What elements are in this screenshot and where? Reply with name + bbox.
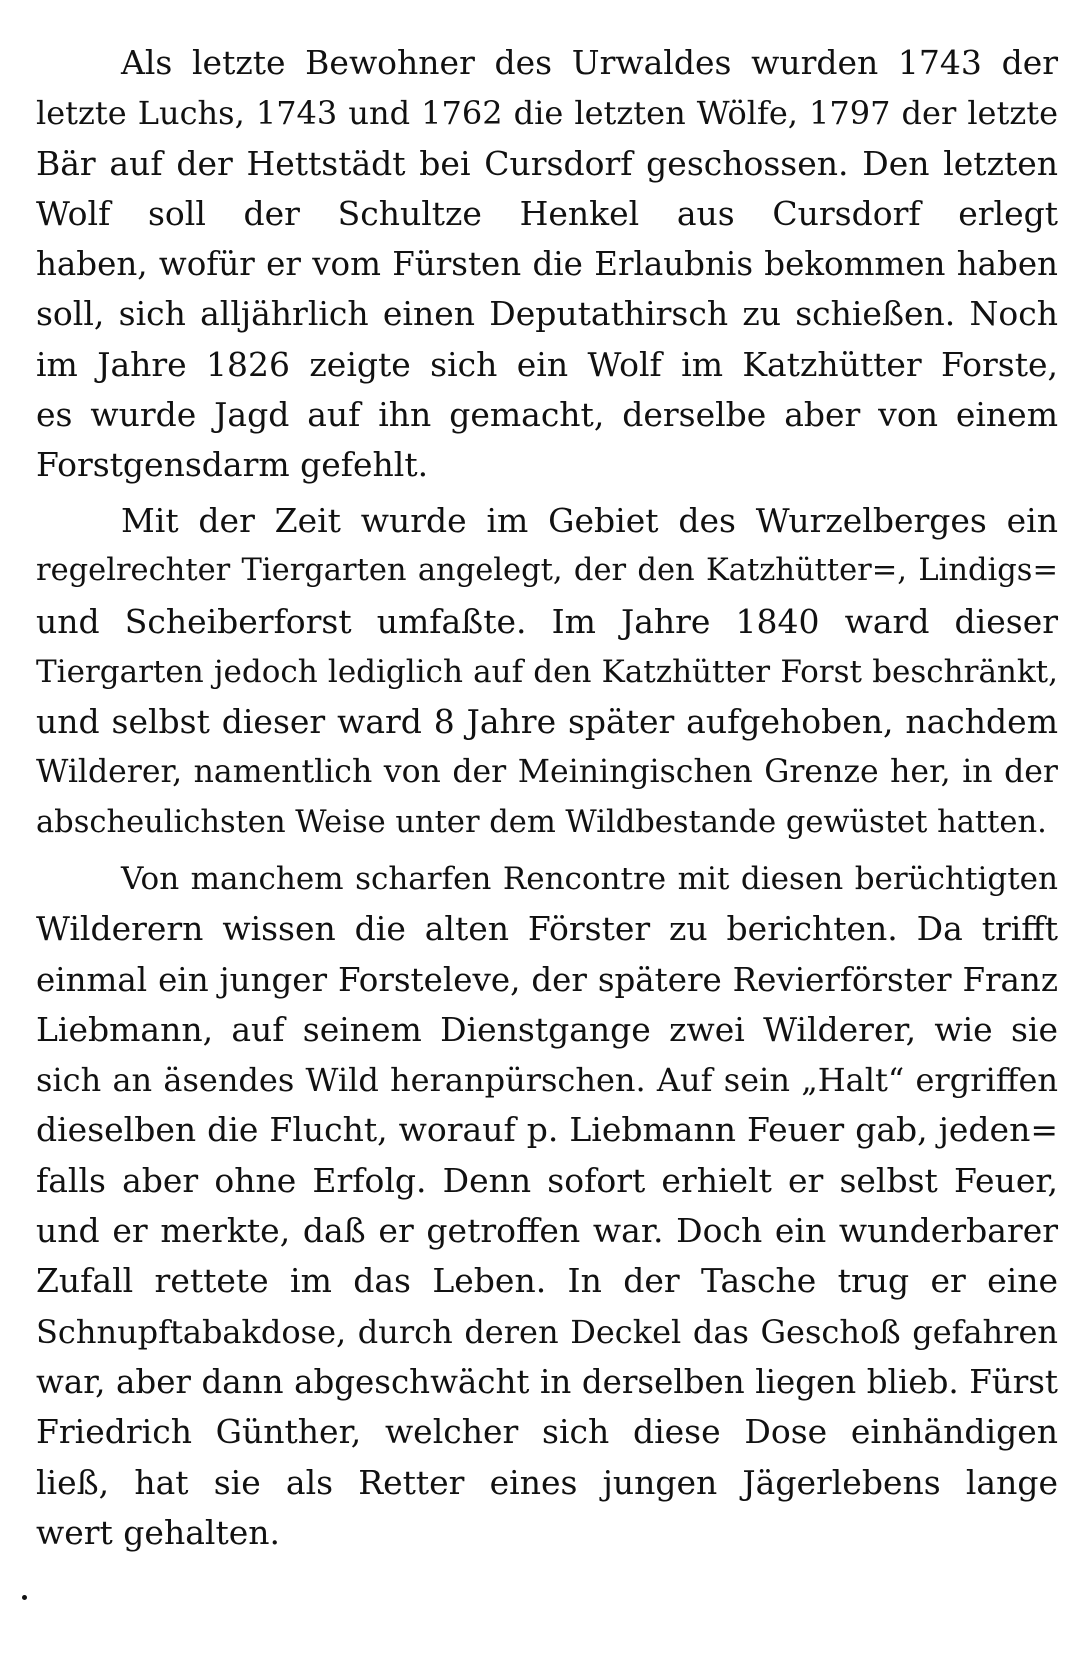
text-line: und selbst dieser ward 8 Jahre später aufgehoben, nachdem (36, 702, 1058, 742)
text-line: einmal ein junger Forsteleve, der spätere Revierförster Franz (36, 960, 1058, 999)
text-line: Forstgensdarm gefehlt. (36, 445, 429, 485)
text-line: wert gehalten. (36, 1512, 280, 1552)
text-line: dieselben die Flucht, worauf p. Liebmann Feuer gab, jeden= (36, 1110, 1058, 1150)
text-line: ließ, hat sie als Retter eines jungen Jägerlebens lange (36, 1462, 1058, 1502)
text-line: letzte Luchs, 1743 und 1762 die letzten Wölfe, 1797 der letzte (36, 94, 1058, 133)
paragraph-1 (36, 38, 1058, 491)
paragraph-2 (36, 496, 1058, 848)
text-line: und er merkte, daß er getroffen war. Doch ein wunderbarer (36, 1211, 1058, 1251)
text-line: Liebmann, auf seinem Dienstgange zwei Wilderer, wie sie (36, 1009, 1058, 1049)
text-line: es wurde Jagd auf ihn gemacht, derselbe aber von einem (36, 395, 1058, 435)
text-line: im Jahre 1826 zeigte sich ein Wolf im Katzhütter Forste, (36, 344, 1058, 384)
text-line: haben, wofür er vom Fürsten die Erlaubnis bekommen haben (36, 245, 1058, 284)
text-line: Mit der Zeit wurde im Gebiet des Wurzelberges ein (121, 501, 1058, 540)
text-line: und Scheiberforst umfaßte. Im Jahre 1840 ward dieser (36, 601, 1058, 641)
text-line: Als letzte Bewohner des Urwaldes wurden 1743 der (121, 43, 1058, 82)
text-line: sich an äsendes Wild heranpürschen. Auf sein „Halt“ ergriffen (36, 1061, 1058, 1100)
text-line: Tiergarten jedoch lediglich auf den Katzhütter Forst beschränkt, (36, 653, 1058, 690)
text-line: falls aber ohne Erfolg. Denn sofort erhielt er selbst Feuer, (36, 1160, 1058, 1200)
text-line: Schnupftabakdose, durch deren Deckel das Geschoß gefahren (36, 1312, 1058, 1351)
text-line: war, aber dann abgeschwächt in derselben liegen blieb. Fürst (36, 1362, 1058, 1401)
text-line: regelrechter Tiergarten angelegt, der den Katzhütter=, Lindigs= (36, 553, 1058, 589)
text-line: Bär auf der Hettstädt bei Cursdorf geschossen. Den letzten (36, 143, 1058, 183)
paragraph-3 (36, 854, 1058, 1558)
text-line: Wolf soll der Schultze Henkel aus Cursdorf erlegt (36, 193, 1058, 233)
text-line: Zufall rettete im das Leben. In der Tasche trug er eine (36, 1261, 1058, 1301)
text-line: Wilderern wissen die alten Förster zu berichten. Da trifft (36, 909, 1058, 949)
text-line: Von manchem scharfen Rencontre mit diesen berüchtigten (121, 861, 1058, 897)
text-line: abscheulichsten Weise unter dem Wildbestande gewüstet hatten. (36, 804, 1047, 840)
text-line: soll, sich alljährlich einen Deputathirsch zu schießen. Noch (36, 294, 1058, 334)
text-line: Friedrich Günther, welcher sich diese Dose einhändigen (36, 1412, 1058, 1452)
text-line: Wilderer, namentlich von der Meiningischen Grenze her, in der (36, 754, 1058, 791)
ink-speck (22, 1595, 27, 1600)
